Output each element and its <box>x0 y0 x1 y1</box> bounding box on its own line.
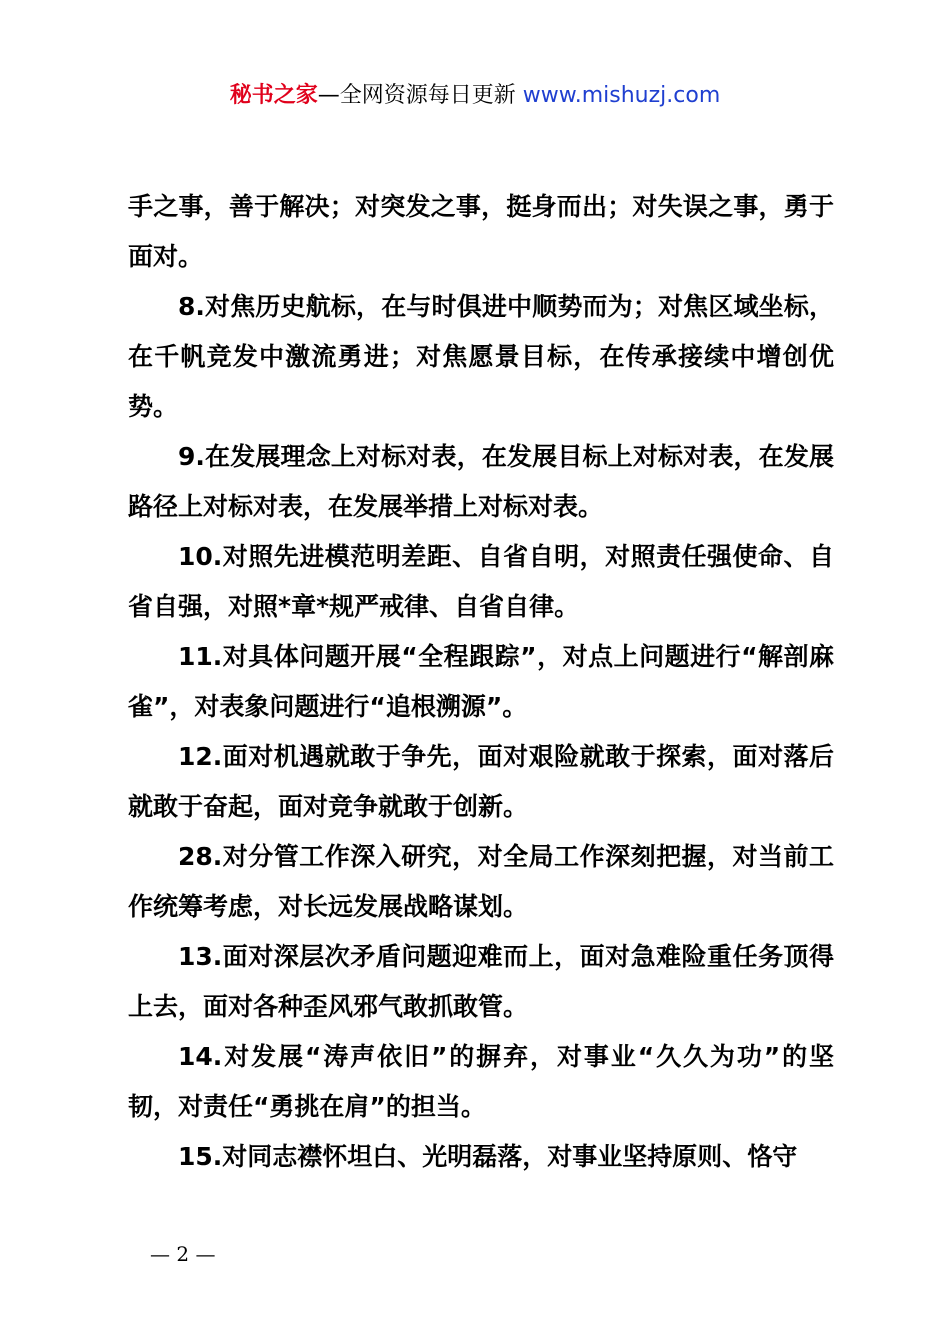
site-header <box>0 80 950 112</box>
paragraph: 10.对照先进模范明差距、自省自明，对照责任强使命、自省自强，对照*章*规严戒律、自省自律。 <box>128 542 834 621</box>
paragraph: 手之事，善于解决；对突发之事，挺身而出；对失误之事，勇于面对。 <box>128 192 834 271</box>
paragraph: 9.在发展理念上对标对表，在发展目标上对标对表，在发展路径上对标对表，在发展举措上对标对表。 <box>128 442 834 521</box>
paragraph: 11.对具体问题开展“全程跟踪”，对点上问题进行“解剖麻雀”，对表象问题进行“追根溯源”。 <box>128 642 834 721</box>
paragraph: 15.对同志襟怀坦白、光明磊落，对事业坚持原则、恪守 <box>178 1142 798 1171</box>
site-brand: 秘书之家 <box>229 83 318 108</box>
paragraph: 12.面对机遇就敢于争先，面对艰险就敢于探索，面对落后就敢于奋起，面对竞争就敢于创新。 <box>128 742 834 821</box>
document-body <box>128 182 834 1182</box>
paragraph: 8.对焦历史航标，在与时俱进中顺势而为；对焦区域坐标，在千帆竞发中激流勇进；对焦愿景目标，在传承接续中增创优势。 <box>128 292 834 421</box>
paragraph: 28.对分管工作深入研究，对全局工作深刻把握，对当前工作统筹考虑，对长远发展战略谋划。 <box>128 842 834 921</box>
page-number: — 2 — <box>150 1242 216 1266</box>
paragraph: 14.对发展“涛声依旧”的摒弃，对事业“久久为功”的坚韧，对责任“勇挑在肩”的担当。 <box>128 1042 834 1121</box>
paragraph: 13.面对深层次矛盾问题迎难而上，面对急难险重任务顶得上去，面对各种歪风邪气敢抓敢管。 <box>128 942 834 1021</box>
site-url-link[interactable]: www.mishuzj.com <box>522 83 721 108</box>
site-tagline: —全网资源每日更新 <box>317 83 523 108</box>
